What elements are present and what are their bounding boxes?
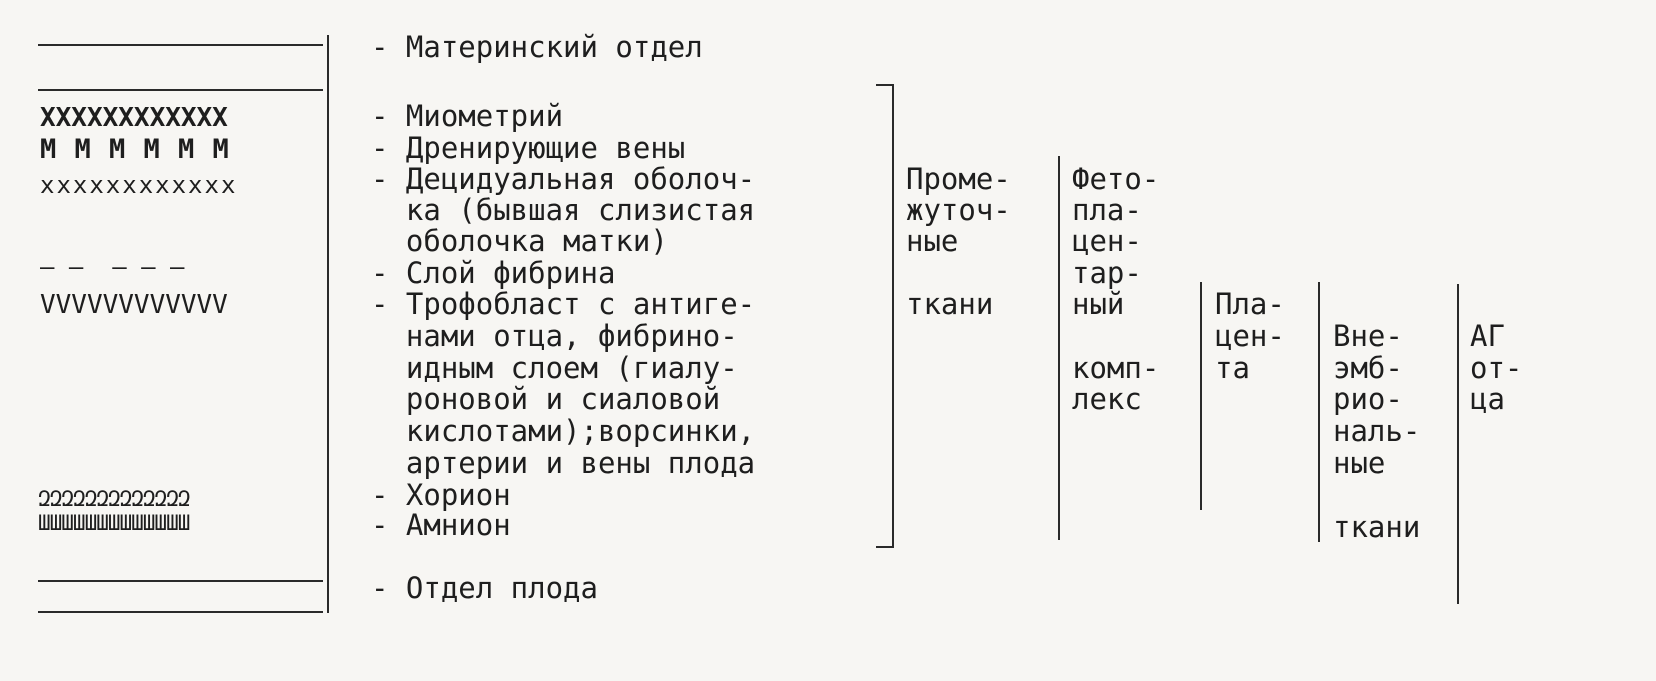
paternal-ag-line-2: от- [1470, 351, 1523, 385]
bracket-vertical [892, 84, 894, 548]
intermediate-line-5: ткани [906, 287, 994, 321]
intermediate-line-1: Проме- [906, 162, 1011, 196]
intermediate-line-3: ные [906, 224, 959, 258]
label-trophoblast-3: идным слоем (гиалу- [371, 351, 738, 385]
label-fibrin: - Слой фибрина [371, 256, 616, 290]
myometrium-symbols: XXXXXXXXXXXX [40, 103, 228, 133]
extraembryonic-line-5: ные [1333, 446, 1386, 480]
extraembryonic-line-3: рио- [1333, 382, 1403, 416]
label-trophoblast-6: артерии и вены плода [371, 446, 756, 480]
maternal-divider-line [38, 89, 323, 91]
fetoplacental-separator [1200, 282, 1202, 510]
fetoplacental-line-8: лекс [1072, 382, 1142, 416]
extraembryonic-line-4: наль- [1333, 414, 1421, 448]
fetoplacental-line-5: ный [1072, 287, 1125, 321]
paternal-ag-line-1: АГ [1470, 319, 1505, 353]
placenta-line-3: та [1215, 351, 1250, 385]
extraembryonic-line-8: ткани [1333, 510, 1421, 544]
label-trophoblast-5: кислотами);ворсинки, [371, 414, 756, 448]
chorion-symbols: ԶԶԶԶԶԶԶԶԶԶԶԶԶ [38, 487, 190, 511]
extraembryonic-line-2: эмб- [1333, 351, 1403, 385]
label-chorion: - Хорион [371, 478, 511, 512]
fetal-bottom-line [38, 611, 323, 613]
intermediate-separator [1058, 156, 1060, 540]
label-trophoblast-4: роновой и сиаловой [371, 382, 721, 416]
trophoblast-symbols: VVVVVVVVVVVV [40, 290, 228, 320]
label-decidua-3: оболочка матки) [371, 224, 668, 258]
fetoplacental-line-2: пла- [1072, 193, 1142, 227]
label-veins: - Дренирующие вены [371, 131, 686, 165]
label-maternal: - Материнский отдел [371, 30, 703, 64]
label-trophoblast-1: - Трофобласт с антиге- [371, 287, 756, 321]
label-decidua-2: ка (бывшая слизистая [371, 193, 756, 227]
amnion-symbols: ШШШШШШШШШШШШШ [38, 511, 190, 535]
label-trophoblast-2: нами отца, фибрино- [371, 319, 738, 353]
maternal-top-line [38, 44, 323, 46]
label-myometrium: - Миометрий [371, 99, 564, 133]
decidua-symbols: xxxxxxxxxxxx [40, 171, 238, 199]
placenta-line-1: Пла- [1215, 287, 1285, 321]
fibrin-symbols: — — — — — [40, 253, 185, 281]
fetoplacental-line-4: тар- [1072, 256, 1142, 290]
extraembryonic-separator [1457, 284, 1459, 604]
label-decidua-1: - Децидуальная оболоч- [371, 162, 756, 196]
fetal-top-line [38, 580, 323, 582]
extraembryonic-line-1: Вне- [1333, 319, 1403, 353]
label-fetal: - Отдел плода [371, 571, 598, 605]
label-amnion: - Амнион [371, 508, 511, 542]
veins-symbols: M M M M M M [40, 134, 230, 165]
intermediate-line-2: жуточ- [906, 193, 1011, 227]
fetoplacental-line-7: комп- [1072, 351, 1160, 385]
left-box-right-border [327, 35, 329, 613]
fetoplacental-line-3: цен- [1072, 224, 1142, 258]
bracket-bottom [876, 546, 894, 548]
placenta-separator [1318, 282, 1320, 542]
paternal-ag-line-3: ца [1470, 382, 1505, 416]
fetoplacental-line-1: Фето- [1072, 162, 1160, 196]
placenta-line-2: цен- [1215, 319, 1285, 353]
